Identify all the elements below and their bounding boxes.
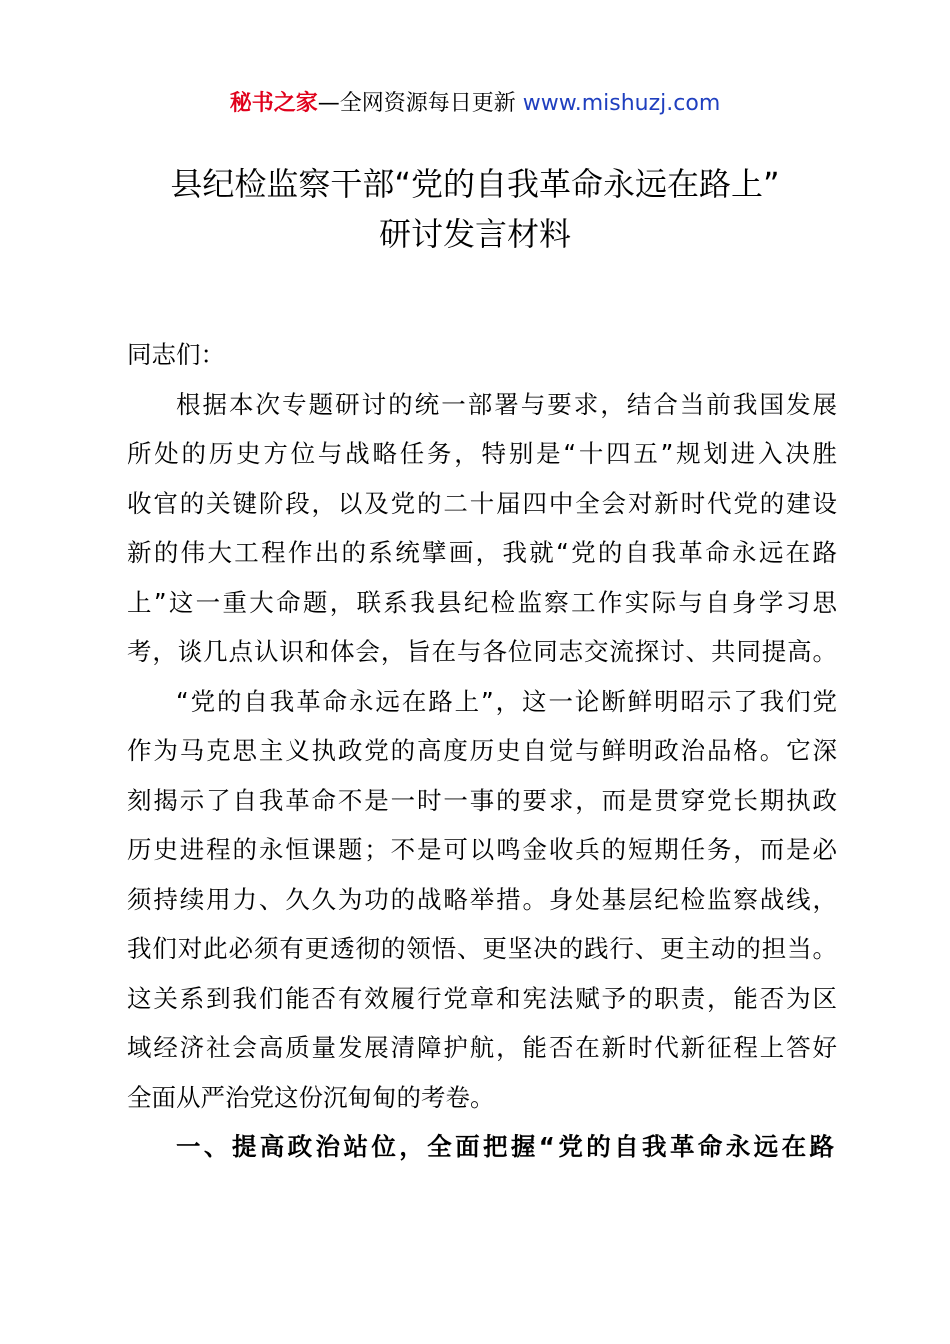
paragraph-line: 新的伟大工程作出的系统擘画，我就“党的自我革命永远在路	[127, 538, 837, 567]
document-title-line-2: 研讨发言材料	[378, 215, 571, 253]
paragraph-line: 这关系到我们能否有效履行党章和宪法赋予的职责，能否为区	[127, 983, 837, 1013]
paragraph-line: 考，谈几点认识和体会，旨在与各位同志交流探讨、共同提高。	[127, 637, 837, 666]
paragraph-line: 收官的关键阶段，以及党的二十届四中全会对新时代党的建设	[127, 488, 837, 518]
paragraph-1	[127, 380, 837, 677]
paragraph-line: 全面从严治党这份沉甸甸的考卷。	[127, 1082, 495, 1112]
header-tagline: —全网资源每日更新	[317, 91, 523, 116]
paragraph-line: 上”这一重大命题，联系我县纪检监察工作实际与自身学习思	[127, 587, 837, 617]
paragraph-line: 刻揭示了自我革命不是一时一事的要求，而是贯穿党长期执政	[127, 785, 837, 815]
paragraph-line: 域经济社会高质量发展清障护航，能否在新时代新征程上答好	[127, 1033, 837, 1062]
paragraph-line: 须持续用力、久久为功的战略举措。身处基层纪检监察战线，	[127, 884, 837, 914]
document-body	[127, 330, 837, 1172]
paragraph-line: 作为马克思主义执政党的高度历史自觉与鲜明政治品格。它深	[127, 736, 837, 765]
site-header	[0, 88, 950, 120]
salutation: 同志们：	[127, 340, 225, 369]
paragraph-line: 历史进程的永恒课题；不是可以鸣金收兵的短期任务，而是必	[127, 835, 837, 864]
paragraph-2	[127, 677, 837, 1123]
paragraph-line: 我们对此必须有更透彻的领悟、更坚决的践行、更主动的担当。	[127, 934, 837, 963]
document-title-line-1: 县纪检监察干部“党的自我革命永远在路上”	[170, 165, 780, 203]
paragraph-line: 所处的历史方位与战略任务，特别是“十四五”规划进入决胜	[127, 439, 837, 468]
paragraph-line: “党的自我革命永远在路上”，这一论断鲜明昭示了我们党	[176, 686, 837, 716]
site-url-link[interactable]: www.mishuzj.com	[522, 91, 721, 116]
paragraph-line: 根据本次专题研讨的统一部署与要求，结合当前我国发展	[176, 389, 837, 419]
brand-name: 秘书之家	[229, 91, 318, 116]
section-heading: 一、提高政治站位，全面把握“党的自我革命永远在路	[176, 1132, 837, 1161]
